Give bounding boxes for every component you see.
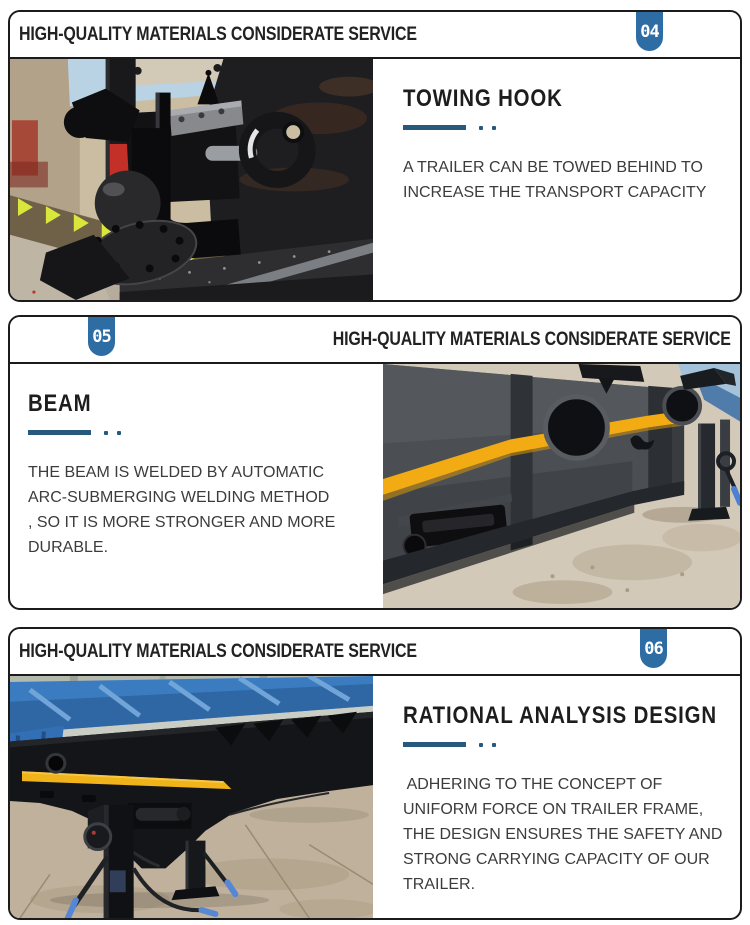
section-card-05: [8, 315, 742, 610]
underline-dot: [117, 431, 121, 435]
badge-number: 05: [92, 326, 111, 347]
underline-dot: [492, 126, 496, 130]
body-line: STRONG CARRYING CAPACITY OF OUR: [403, 851, 710, 868]
section-title: BEAM: [28, 390, 92, 417]
towing-hook-photo-art: [10, 59, 373, 300]
underline-dot: [492, 743, 496, 747]
beam-photo-art: [383, 364, 740, 608]
section-header-text: HIGH-QUALITY MATERIALS CONSIDERATE SERVICE: [333, 328, 731, 350]
section-06-header: [10, 629, 740, 676]
section-card-04: [8, 10, 742, 302]
section-number-badge: [640, 629, 667, 668]
underline-bar: [403, 125, 466, 130]
body-line: , SO IT IS MORE STRONGER AND MORE: [28, 514, 336, 531]
title-underline: [403, 742, 728, 747]
section-title: TOWING HOOK: [403, 85, 563, 112]
section-title: RATIONAL ANALYSIS DESIGN: [403, 702, 717, 729]
body-line: ARC-SUBMERGING WELDING METHOD: [28, 489, 330, 506]
body-line: ADHERING TO THE CONCEPT OF: [403, 776, 663, 793]
section-number-badge: [88, 317, 115, 356]
title-underline: [403, 125, 728, 130]
section-header-text: HIGH-QUALITY MATERIALS CONSIDERATE SERVICE: [19, 23, 417, 45]
badge-number: 04: [640, 21, 659, 42]
underline-dot: [104, 431, 108, 435]
underline-dot: [479, 743, 483, 747]
section-header-text: HIGH-QUALITY MATERIALS CONSIDERATE SERVICE: [19, 640, 417, 662]
badge-number: 06: [644, 638, 663, 659]
body-line: DURABLE.: [28, 539, 109, 556]
body-text: [403, 772, 728, 897]
section-04-header: [10, 12, 740, 59]
body-line: INCREASE THE TRANSPORT CAPACITY: [403, 184, 707, 201]
body-text: [28, 460, 373, 560]
body-line: THE BEAM IS WELDED BY AUTOMATIC: [28, 464, 325, 481]
section-number-badge: [636, 12, 663, 51]
chassis-photo: [10, 676, 373, 918]
chassis-photo-art: [10, 676, 373, 918]
beam-photo: [383, 364, 740, 608]
section-05-header: [10, 317, 740, 364]
body-line: TRAILER.: [403, 876, 476, 893]
body-line: THE DESIGN ENSURES THE SAFETY AND: [403, 826, 723, 843]
title-underline: [28, 430, 373, 435]
towing-hook-photo: [10, 59, 373, 300]
underline-dot: [479, 126, 483, 130]
underline-bar: [28, 430, 91, 435]
body-line: UNIFORM FORCE ON TRAILER FRAME,: [403, 801, 704, 818]
body-line: A TRAILER CAN BE TOWED BEHIND TO: [403, 159, 703, 176]
section-card-06: [8, 627, 742, 920]
body-text: [403, 155, 728, 205]
underline-bar: [403, 742, 466, 747]
